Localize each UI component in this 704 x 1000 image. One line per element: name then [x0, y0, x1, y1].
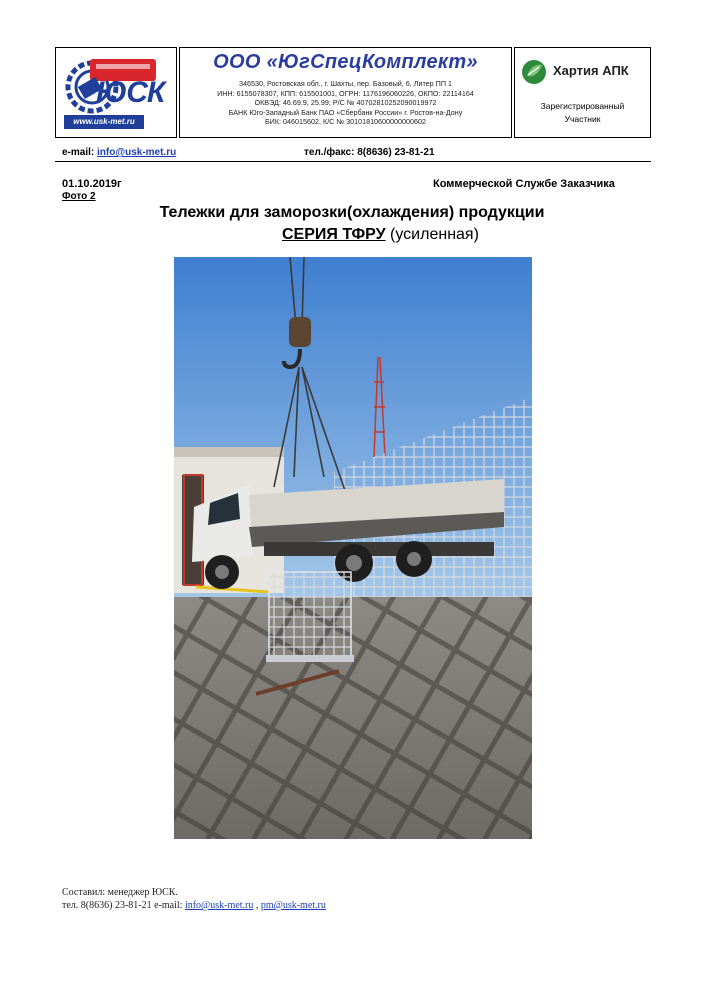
- email-link[interactable]: info@usk-met.ru: [97, 147, 177, 158]
- apk-title: Хартия АПК: [553, 63, 629, 78]
- letterhead: [55, 47, 651, 140]
- email-label: e-mail:: [62, 147, 95, 158]
- header-divider: [55, 161, 651, 162]
- company-details: [180, 79, 511, 127]
- photo-illustration: [174, 257, 532, 839]
- footer: [62, 886, 326, 912]
- footer-composed-by: Составил: менеджер ЮСК.: [62, 887, 178, 898]
- logo-text: ЮСК: [96, 76, 165, 109]
- footer-separator: ,: [255, 900, 259, 911]
- footer-email-label: e-mail:: [154, 900, 183, 911]
- company-name: ООО «ЮгСпецКомплект»: [213, 51, 478, 73]
- company-info-box: [179, 47, 512, 138]
- series-name: СЕРИЯ ТФРУ: [282, 226, 386, 243]
- photo-label: Фото 2: [62, 191, 96, 202]
- apk-leaf-icon: [521, 59, 547, 85]
- company-inn: ИНН: 6155078307, КПП: 615501001, ОГРН: 1176196060226, ОКПО: 22114164: [217, 88, 474, 98]
- company-address: 346530, Ростовская обл., г. Шахты, пер. Базовый, 6, Литер ПП 1: [238, 79, 452, 88]
- company-okved: ОКВЭД: 46.69.9, 25.99; Р/С № 40702810252090019972: [254, 98, 437, 108]
- document-date: 01.10.2019г: [62, 178, 122, 190]
- series-title: [282, 226, 479, 244]
- apk-line1: Зарегистрированный: [540, 101, 625, 111]
- recipient: Коммерческой Службе Заказчика: [433, 178, 615, 190]
- company-bik: БИК: 046015602, К/С № 30101810600000000602: [264, 117, 427, 127]
- phone-label: тел./факс:: [304, 147, 355, 158]
- phone-value: 8(8636) 23-81-21: [357, 147, 435, 158]
- mesh-trolley: [266, 572, 354, 662]
- company-logo-box: [55, 47, 177, 138]
- contact-phone: [304, 147, 435, 158]
- footer-email-link-1[interactable]: info@usk-met.ru: [184, 900, 254, 911]
- apk-charter-box: [514, 47, 651, 138]
- logo-url: www.usk-met.ru: [64, 115, 144, 129]
- apk-registered: [515, 100, 650, 126]
- apk-line2: Участник: [564, 114, 601, 124]
- footer-contacts: [62, 899, 326, 912]
- footer-email-link-2[interactable]: pm@usk-met.ru: [260, 900, 326, 911]
- photo-truck-crane: [174, 257, 532, 839]
- document-title: Тележки для заморозки(охлаждения) продукции: [159, 204, 545, 221]
- contact-email: [62, 147, 176, 158]
- footer-phone: тел. 8(8636) 23-81-21: [62, 900, 152, 911]
- series-note: (усиленная): [390, 226, 479, 243]
- company-bank: БАНК Юго-Западный Банк ПАО «Сбербанк России» г. Ростов-на-Дону: [228, 107, 463, 117]
